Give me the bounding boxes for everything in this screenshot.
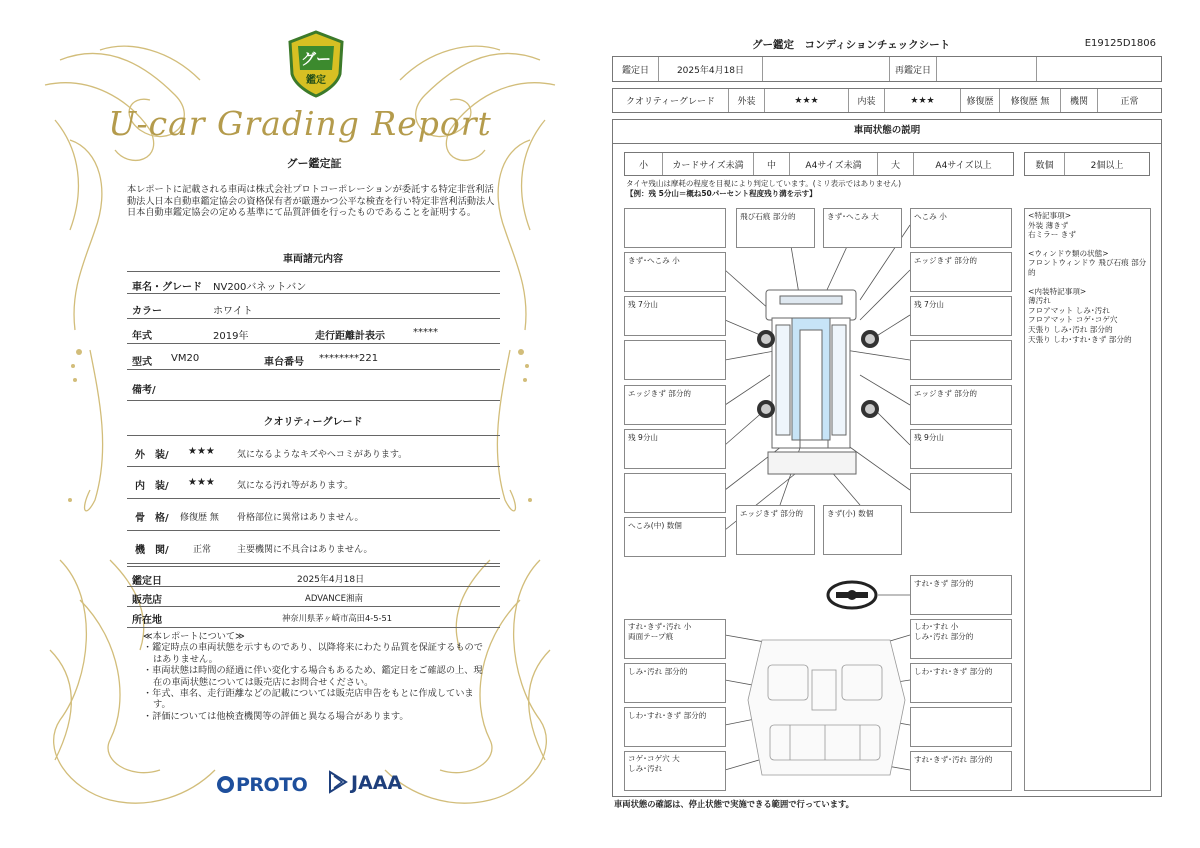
remark-box-interior-left-3: しわ･すれ･きず 部分的 [624, 707, 726, 747]
exterior-stars: ★★★ [188, 446, 215, 457]
quality-label: クオリティーグレード [613, 89, 729, 112]
report-notes [141, 631, 491, 722]
interior-stars: ★★★ [188, 477, 215, 488]
date-table [612, 56, 1162, 82]
remark-box-interior-right-3 [910, 707, 1012, 747]
grade-row-engine [127, 531, 500, 564]
spec-row-color [127, 296, 500, 319]
engine-text: 主要機関に不具合はありません。 [237, 545, 373, 555]
remark-line: すれ･きず･汚れ 小 [628, 622, 692, 631]
size-mid-desc: A4サイズ未満 [790, 153, 878, 175]
shop-label: 販売店 [132, 595, 162, 606]
engine-label: 機 関/ [135, 545, 169, 556]
reinspect-label: 再鑑定日 [890, 57, 937, 81]
spec-row-year [127, 321, 500, 344]
interior-remark-item: 天張り しわ･すれ･きず 部分的 [1028, 334, 1132, 344]
count-label: 数個 [1025, 153, 1065, 175]
remark-box-right-6 [910, 473, 1012, 513]
date-label: 鑑定日 [613, 57, 659, 81]
quality-table [612, 88, 1162, 113]
sheet-footer: 車両状態の確認は、停止状態で実施できる範囲で行っています。 [614, 799, 854, 809]
interior-remark-item: フロアマット コゲ･コゲ穴 [1028, 315, 1118, 325]
chassis-label: 車台番号 [264, 357, 304, 368]
exterior-label: 外 装/ [135, 450, 169, 461]
shop-value: ADVANCE湘南 [305, 594, 363, 604]
interior-remarks-title: <内装特記事項> [1028, 286, 1087, 296]
svg-text:グー: グー [300, 50, 332, 68]
info-row-address [127, 607, 500, 628]
size-large-label: 大 [878, 153, 914, 175]
count-legend [1024, 152, 1150, 176]
count-desc: 2個以上 [1090, 160, 1124, 171]
spec-row-model [127, 347, 500, 370]
remark-box-interior-left-4 [624, 751, 726, 791]
spec-row-remarks [127, 373, 500, 401]
color-label: カラー [132, 306, 162, 317]
remark-box-right-4: エッジきず 部分的 [910, 385, 1012, 425]
interior-remark-item: 薄汚れ [1028, 296, 1051, 306]
remark-box-bottom-1: エッジきず 部分的 [736, 505, 815, 555]
remark-box-interior-right-4: すれ･きず･汚れ 部分的 [910, 751, 1012, 791]
remark-box-left-6 [624, 473, 726, 513]
sheet-id: E19125D1806 [1084, 38, 1156, 49]
remark-box-right-5: 残 9分山 [910, 429, 1012, 469]
proto-q-icon [217, 776, 234, 793]
repair-label: 修復歴 [961, 89, 1000, 112]
special-remarks-panel [1024, 208, 1151, 791]
jaaa-logo [328, 770, 402, 794]
frame-label: 骨 格/ [135, 513, 169, 524]
chassis-value: ********221 [319, 353, 379, 364]
sheet-title: グー鑑定 コンディションチェックシート [752, 39, 951, 51]
model-value: VM20 [171, 353, 200, 364]
info-row-shop [127, 587, 500, 607]
note-item: ・車両状態は時間の経過に伴い変化する場合もあるため、鑑定日をご確認の上、現在の車両状態については販売店にお問合せください。 [143, 665, 483, 688]
engine-value: 正常 [193, 545, 212, 555]
remark-box-right-2: 残 7分山 [910, 296, 1012, 336]
sheet-interior-label: 内装 [849, 89, 885, 112]
reinspect-value [937, 57, 1037, 81]
window-item: フロントウィンドウ 飛び石痕 部分的 [1028, 258, 1147, 277]
year-label: 年式 [132, 331, 152, 342]
remark-box-interior-left-2: しみ･汚れ 部分的 [624, 663, 726, 703]
tire-note [626, 179, 901, 199]
interior-text: 気になる汚れ等があります。 [237, 481, 354, 491]
frame-value: 修復歴 無 [180, 513, 219, 523]
jaaa-logo-text: JAAA [351, 772, 403, 794]
date-value: 2025年4月18日 [297, 575, 365, 585]
remark-box-top-3: へこみ 小 [910, 208, 1012, 248]
sheet-engine-value: 正常 [1120, 97, 1139, 107]
name-value: NV200バネットバン [213, 282, 307, 293]
remark-box-right-1: エッジきず 部分的 [910, 252, 1012, 292]
size-mid-label: 中 [754, 153, 790, 175]
remark-box-interior-right-2: しわ･すれ･きず 部分的 [910, 663, 1012, 703]
state-title: 車両状態の説明 [612, 119, 1162, 144]
remark-box-top-2: きず･へこみ 大 [823, 208, 902, 248]
certificate-intro: 本レポートに記載される車両は株式会社プロトコーポレーションが委託する特定非営利活動法人日本自動車鑑定協会の資格保有者が厳選かつ公平な検査を行い特定非営利活動法人日本自動車鑑定協会の定める基準にて品質評価を行ったものであることを証明する。 [127, 184, 495, 219]
sheet-engine-label: 機関 [1061, 89, 1098, 112]
grade-row-interior [127, 467, 500, 499]
remark-box-left-4: エッジきず 部分的 [624, 385, 726, 425]
remark-box-left-1: きず･へこみ 小 [624, 252, 726, 292]
address-value: 神奈川県茅ヶ崎市高田4-5-51 [282, 613, 393, 623]
remark-box-left-3 [624, 340, 726, 380]
special-title: <特記事項> [1028, 211, 1072, 220]
note-item: ・年式、車名、走行距離などの記載については販売店申告をもとに作成しています。 [143, 688, 474, 711]
size-large-desc: A4サイズ以上 [935, 160, 992, 171]
reinspect-blank [1037, 57, 1161, 81]
notes-title: ≪本レポートについて≫ [143, 631, 245, 642]
size-legend [624, 152, 1014, 176]
date-label: 鑑定日 [132, 576, 162, 587]
repair-value: 修復歴 無 [1000, 89, 1061, 112]
quality-title: クオリティーグレード [263, 417, 363, 428]
name-label: 車名・グレード [132, 282, 202, 293]
sheet-exterior-stars: ★★★ [765, 89, 849, 112]
special-item: 右ミラー きず [1028, 230, 1076, 240]
special-item: 外装 薄きず [1028, 220, 1069, 230]
date-value: 2025年4月18日 [659, 57, 763, 81]
tire-note-line: タイヤ残山は摩耗の程度を目視により判定しています。(ミリ表示ではありません) [626, 179, 902, 188]
grade-row-frame [127, 499, 500, 531]
certificate-title: グー鑑定証 [286, 157, 342, 170]
info-row-date [127, 566, 500, 587]
date-blank [763, 57, 890, 81]
model-label: 型式 [132, 357, 152, 368]
remark-box-left-5: 残 9分山 [624, 429, 726, 469]
svg-text:鑑定: 鑑定 [306, 75, 326, 86]
size-small-desc: カードサイズ未満 [663, 153, 754, 175]
remark-line: しみ･汚れ [628, 764, 663, 773]
specs-title: 車両諸元内容 [283, 254, 343, 265]
interior-remark-item: 天張り しみ･汚れ 部分的 [1028, 324, 1113, 334]
remark-line: しみ･汚れ 部分的 [914, 632, 974, 641]
jaaa-mark-icon [328, 770, 348, 794]
remark-box-front-left [624, 208, 726, 248]
remark-box-right-3 [910, 340, 1012, 380]
grade-row-exterior [127, 435, 500, 467]
window-title: <ウィンドウ類の状態> [1028, 248, 1109, 258]
address-label: 所在地 [132, 615, 162, 626]
exterior-text: 気になるようなキズやヘコミがあります。 [237, 450, 408, 460]
report-script-title: U-car Grading Report [108, 104, 492, 143]
proto-logo-text: PROTO [236, 774, 308, 796]
color-value: ホワイト [213, 306, 253, 317]
note-item: ・鑑定時点の車両状態を示すものであり、以降将来にわたり品質を保証するものではありません。 [143, 642, 483, 665]
interior-label: 内 装/ [135, 481, 169, 492]
remark-line: コゲ･コゲ穴 大 [628, 754, 680, 763]
remark-box-left-2: 残 7分山 [624, 296, 726, 336]
size-small-label: 小 [625, 153, 663, 175]
remark-box-steering: すれ･きず 部分的 [910, 575, 1012, 615]
mileage-value: ***** [413, 327, 438, 338]
remark-box-interior-right-1 [910, 619, 1012, 659]
remark-box-bottom-2: きず(小) 数個 [823, 505, 902, 555]
sheet-interior-stars: ★★★ [885, 89, 961, 112]
remark-box-left-7: へこみ(中) 数個 [624, 517, 726, 557]
mileage-label: 走行距離計表示 [315, 331, 385, 342]
goo-kantei-badge [286, 30, 346, 98]
remark-line: 両面テープ痕 [628, 632, 674, 641]
remark-line: しわ･すれ 小 [914, 622, 959, 631]
sheet-exterior-label: 外装 [729, 89, 765, 112]
note-item: ・評価については他検査機関等の評価と異なる場合があります。 [143, 710, 409, 722]
spec-row-name [127, 271, 500, 294]
remark-box-top-1: 飛び石痕 部分的 [736, 208, 815, 248]
year-value: 2019年 [213, 331, 249, 342]
frame-text: 骨格部位に異常はありません。 [237, 513, 364, 523]
remark-box-interior-left-1 [624, 619, 726, 659]
remarks-label: 備考/ [132, 385, 156, 396]
tire-note-example: 【例：残 5分山＝概ね50パーセント程度残り溝を示す】 [626, 189, 817, 198]
interior-remark-item: フロアマット しみ･汚れ [1028, 305, 1110, 315]
proto-logo [217, 774, 307, 796]
